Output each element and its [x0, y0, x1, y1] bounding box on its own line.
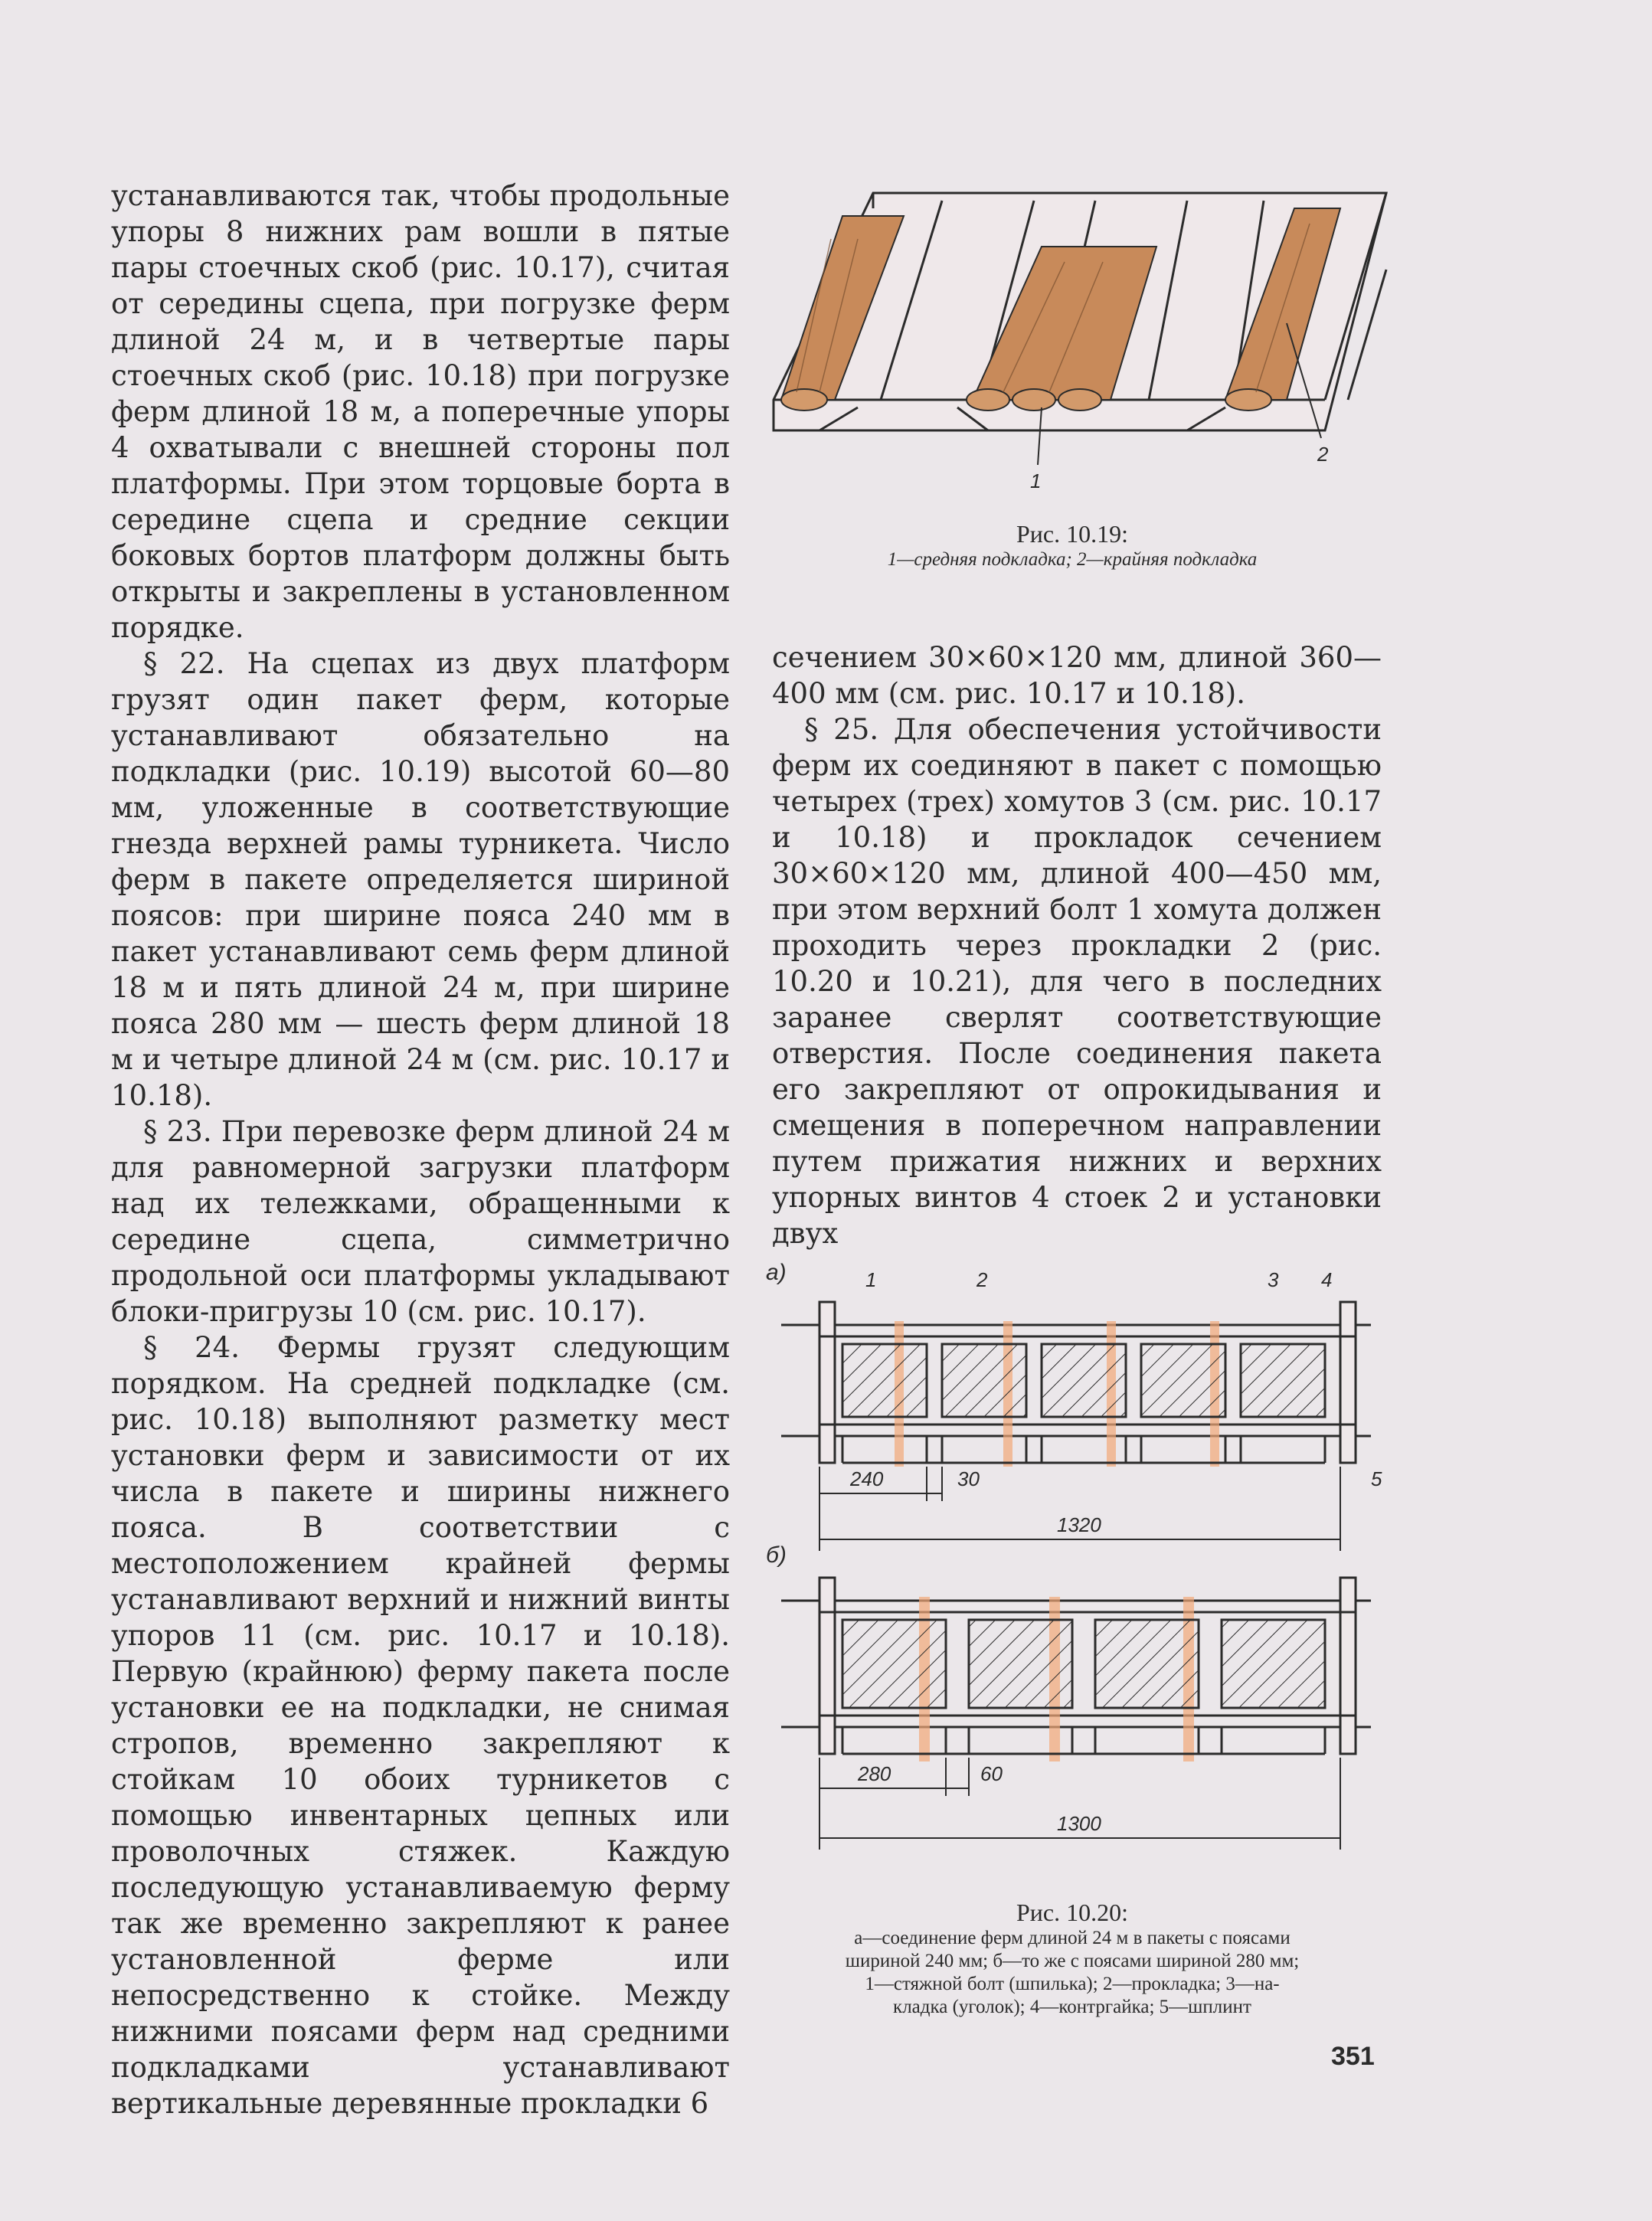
caption-title: Рис. 10.20: [1016, 1899, 1128, 1926]
fig20-label-4: 4 [1321, 1268, 1333, 1291]
caption-line: 1—стяжной болт (шпилька); 2—прокладка; 3—на- [865, 1974, 1280, 1994]
page-number: 351 [1331, 2042, 1375, 2071]
right-column [772, 639, 1382, 1251]
paragraph-22: § 22. На сцепах из двух платформ грузят один пакет ферм, которые устанавливают обязательно на подкладки (рис. 10.19) высотой 60—80 мм, уложенные в соответствующие гнезда верхней рамы турникета. Число ферм в пакете определяется шириной поясов: при ширине пояса 240 мм в пакет устанавливают семь ферм длиной 18 м и пять длиной 24 м, при ширине пояса 280 мм — шесть ферм длиной 18 м и четыре длиной 24 м (см. рис. 10.17 и 10.18). [111, 647, 730, 1112]
paragraph-24: § 24. Фермы грузят следующим порядком. На средней подкладке (см. рис. 10.18) выполняют разметку мест установки ферм и зависимости от их числа в пакете и ширины нижнего пояса. В соответствии с местоположением крайней фермы устанавливают верхний и нижний винты упоров 11 (см. рис. 10.17 и 10.18). Первую (крайнюю) ферму пакета после установки ее на подкладки, не снимая стропов, временно закрепляют к стойкам 10 обоих турникетов с помощью инвентарных цепных или проволочных стяжек. Каждую последующую устанавливаемую ферму так же временно закрепляют к ранее установленной ферме или непосредственно к стойке. Между нижними поясами ферм над средними подкладками устанавливают вертикальные деревянные прокладки 6 [111, 1331, 730, 2120]
fig20-label-3: 3 [1268, 1268, 1279, 1291]
fig20-part-b [766, 1542, 1371, 1850]
figure-10-20-caption [754, 1898, 1390, 2019]
part-a-label: а) [766, 1260, 787, 1285]
dim-280: 280 [858, 1762, 891, 1785]
paragraph-continuation: устанавливаются так, чтобы продольные упоры 8 нижних рам вошли в пятые пары стоечных скоб (рис. 10.17), считая от середины сцепа, при погрузке ферм длиной 24 м, и в четвертые пары стоечных скоб (рис. 10.18) при погрузке ферм длиной 18 м, а поперечные упоры 4 охватывали с внешней стороны пол платформы. При этом торцовые борта в середине сцепа и средние секции боковых бортов платформ должны быть открыты и закреплены в установленном порядке. [111, 179, 730, 644]
paragraph-continuation-right: сечением 30×60×120 мм, длиной 360—400 мм (см. рис. 10.17 и 10.18). [772, 641, 1382, 710]
dim-1320: 1320 [1057, 1513, 1101, 1536]
figure-10-19-caption [766, 519, 1379, 571]
fig20-label-1: 1 [865, 1268, 877, 1291]
caption-text: 1—средняя подкладка; 2—крайняя подкладка [887, 549, 1258, 570]
part-b-label: б) [766, 1542, 787, 1568]
dim-1300: 1300 [1057, 1812, 1101, 1835]
caption-line: а—соединение ферм длиной 24 м в пакеты с поясами [854, 1928, 1291, 1948]
fig19-label-2: 2 [1317, 443, 1329, 466]
fig20-part-a [766, 1260, 1382, 1551]
dim-60: 60 [980, 1762, 1003, 1785]
dim-240: 240 [850, 1467, 884, 1490]
fig19-label-1: 1 [1030, 469, 1042, 492]
caption-line: кладка (уголок); 4—контргайка; 5—шплинт [893, 1997, 1251, 2017]
figure-10-20 [758, 1252, 1394, 1903]
fig20-label-5: 5 [1371, 1467, 1382, 1490]
paragraph-25: § 25. Для обеспечения устойчивости ферм их соединяют в пакет с помощью четырех (трех) хомутов 3 (см. рис. 10.17 и 10.18) и прокладок сечением 30×60×120 мм, длиной 400—450 мм, при этом верхний болт 1 хомута должен проходить через прокладки 2 (рис. 10.20 и 10.21), для чего в последних заранее сверлят соответствующие отверстия. После соединения пакета его закрепляют от опрокидывания и смещения в поперечном направлении путем прижатия нижних и верхних упорных винтов 4 стоек 2 и установки двух [772, 713, 1382, 1250]
figure-10-19 [758, 178, 1394, 507]
caption-line: шириной 240 мм; б—то же с поясами шириной 280 мм; [845, 1951, 1300, 1971]
paragraph-23: § 23. При перевозке ферм длиной 24 м для равномерной загрузки платформ над их тележками, обращенными к середине сцепа, симметрично продольной оси платформы укладывают блоки-пригрузы 10 (см. рис. 10.17). [111, 1115, 730, 1328]
left-column [111, 178, 730, 2121]
fig20-label-2: 2 [976, 1268, 988, 1291]
caption-title: Рис. 10.19: [1016, 520, 1128, 548]
dim-30: 30 [957, 1467, 980, 1490]
